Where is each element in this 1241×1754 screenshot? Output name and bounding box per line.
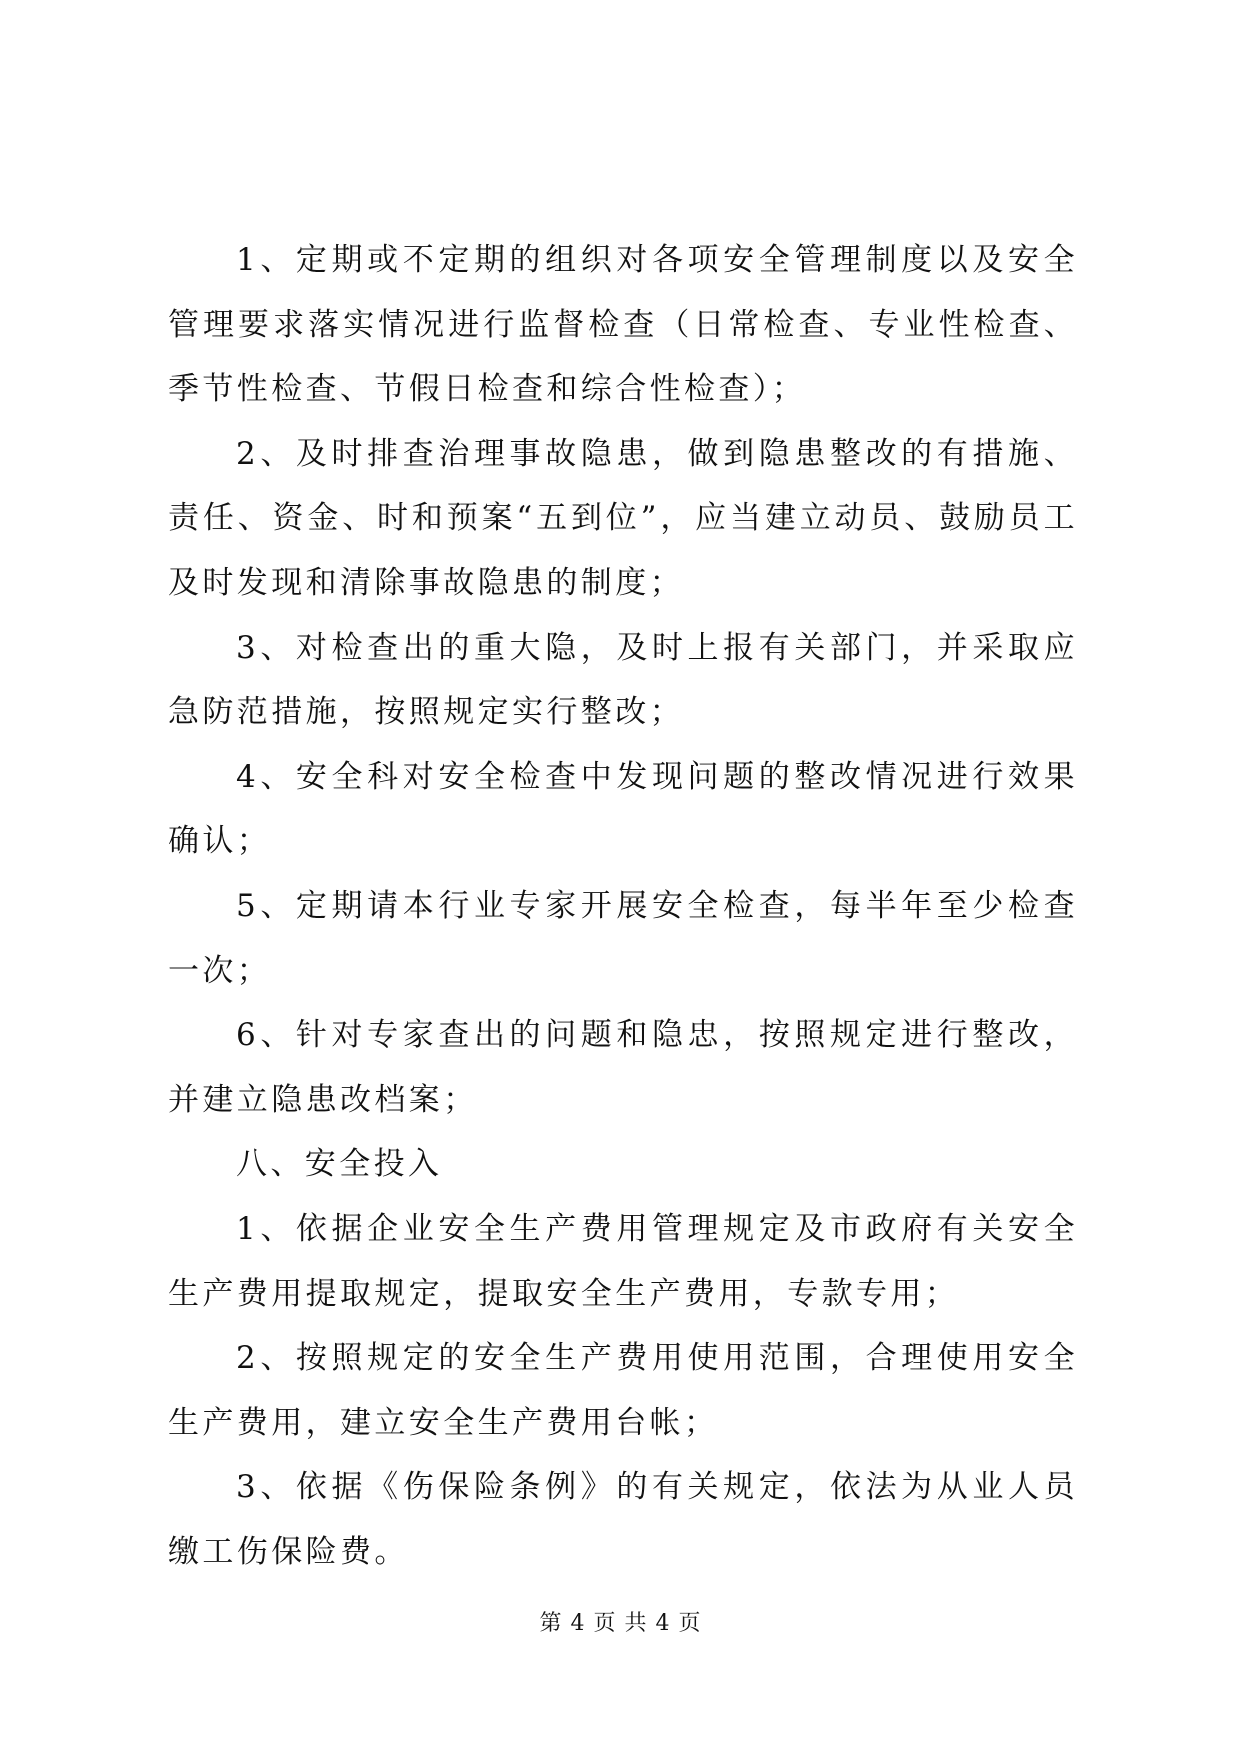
page-number-footer: 第 4 页 共 4 页 [539,1611,702,1636]
paragraph-check-3: 3、对检查出的重大隐，及时上报有关部门，并采取应急防范措施，按照规定实行整改； [168,629,1078,731]
paragraph-check-6: 6、针对专家查出的问题和隐忠，按照规定进行整改，并建立隐患改档案； [168,1017,1078,1118]
paragraph-check-2: 2、及时排查治理事故隐患，做到隐患整改的有措施、责任、资金、时和预案“五到位”，应当建立动员、鼓励员工及时发现和清除事故隐患的制度； [168,435,1078,601]
paragraph-check-4: 4、安全科对安全检查中发现问题的整改情况进行效果确认； [168,758,1078,860]
paragraph-check-5: 5、定期请本行业专家开展安全检查，每半年至少检查一次； [168,887,1078,989]
document-body [168,228,1078,1584]
paragraph-investment-1: 1、依据企业安全生产费用管理规定及市政府有关安全生产费用提取规定，提取安全生产费用，专款专用； [168,1210,1078,1312]
paragraph-check-1: 1、定期或不定期的组织对各项安全管理制度以及安全管理要求落实情况进行监督检查（日常检查、专业性检查、季节性检查、节假日检查和综合性检查）； [168,242,1078,408]
section-heading-safety-investment: 八、安全投入 [236,1146,443,1183]
paragraph-investment-2: 2、按照规定的安全生产费用使用范围，合理使用安全生产费用，建立安全生产费用台帐； [168,1340,1078,1441]
paragraph-investment-3: 3、依据《伤保险条例》的有关规定，依法为从业人员缴工伤保险费。 [168,1469,1078,1570]
